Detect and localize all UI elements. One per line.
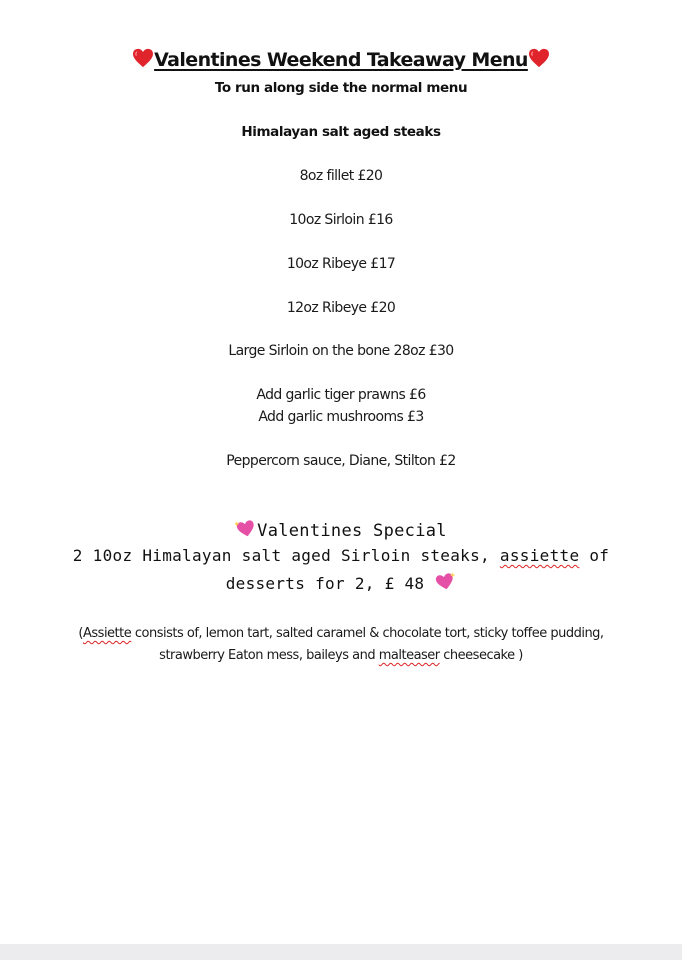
- menu-item: 10oz Sirloin £16: [289, 212, 393, 228]
- sparkling-pink-heart-icon: [434, 571, 456, 591]
- sparkling-pink-heart-icon: [235, 518, 257, 538]
- red-heart-icon: [528, 48, 550, 68]
- menu-item: 10oz Ribeye £17: [286, 256, 396, 272]
- special-line-1-end: of: [589, 546, 610, 565]
- menu-subtitle: To run along side the normal menu: [214, 80, 468, 96]
- note-text-end: cheesecake ): [439, 648, 523, 663]
- menu-title: [0, 48, 682, 71]
- special-line-1: [0, 546, 682, 565]
- menu-item: 12oz Ribeye £20: [286, 300, 396, 316]
- assiette-note: [60, 623, 622, 667]
- note-underlined-word: Assiette: [83, 626, 132, 641]
- special-line-2-text: desserts for 2, £ 48: [225, 574, 425, 593]
- menu-item: Add garlic mushrooms £3: [258, 409, 424, 425]
- note-text: consists of, lemon tart, salted caramel & chocolate tort, sticky toffee pudding, strawberry Eaton mess, baileys and: [131, 626, 604, 663]
- page-bottom-edge: [0, 944, 682, 960]
- assiette-word: assiette: [499, 546, 580, 565]
- red-heart-icon: [132, 48, 154, 68]
- special-line-1-text: 2 10oz Himalayan salt aged Sirloin steaks,: [72, 546, 490, 565]
- menu-title-text: Valentines Weekend Takeaway Menu: [154, 49, 528, 71]
- menu-item: Large Sirloin on the bone 28oz £30: [228, 343, 454, 359]
- menu-item: Add garlic tiger prawns £6: [256, 387, 426, 403]
- note-underlined-word: malteaser: [378, 648, 440, 663]
- special-title-text: Valentines Special: [257, 521, 447, 541]
- section-heading: Himalayan salt aged steaks: [241, 124, 441, 140]
- note-open: (: [78, 626, 83, 641]
- menu-item: Peppercorn sauce, Diane, Stilton £2: [226, 453, 456, 469]
- menu-item: 8oz fillet £20: [299, 168, 383, 184]
- special-line-2: [0, 571, 682, 593]
- special-title: [0, 518, 682, 541]
